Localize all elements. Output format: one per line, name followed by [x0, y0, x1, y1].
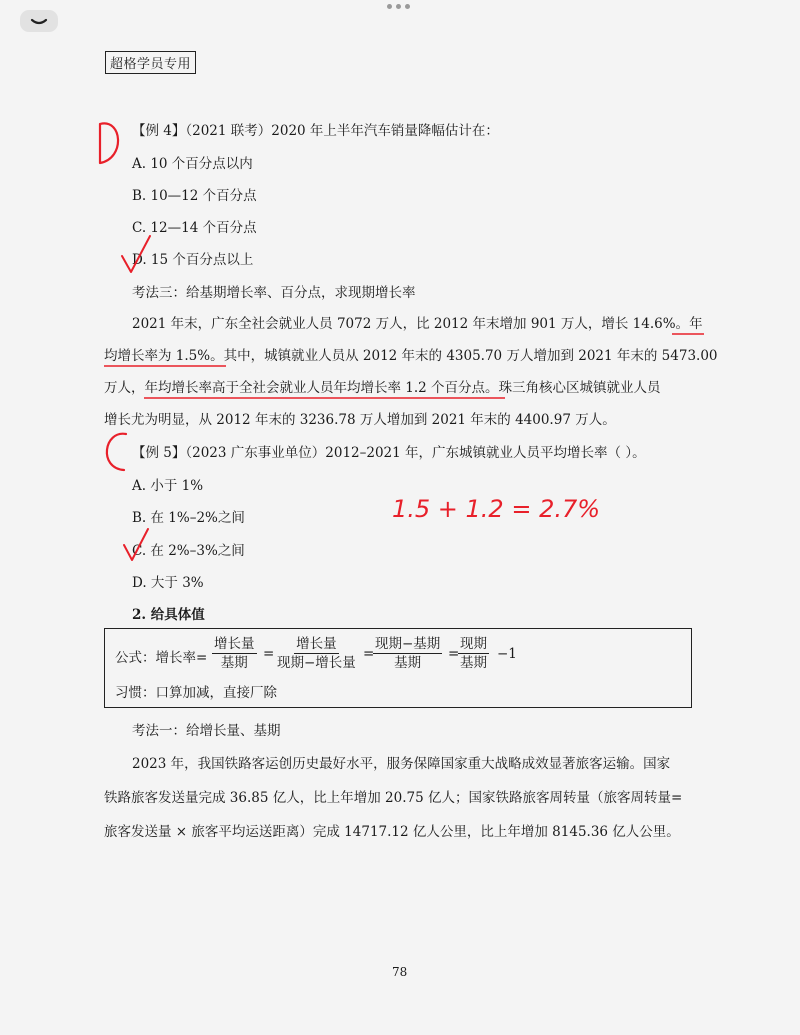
passage2-line2: 铁路旅客发送量完成 36.85 亿人，比上年增加 20.75 亿人；国家铁路旅客周转量（旅客周转量=	[104, 790, 683, 806]
passage2-line3: 旅客发送量 × 旅客平均运送距离）完成 14717.12 亿人公里，比上年增加 8145.36 亿人公里。	[104, 824, 680, 840]
example5-option-d: D. 大于 3%	[132, 575, 204, 591]
passage1-line1: 2021 年末，广东全社会就业人员 7072 万人，比 2012 年末增加 901 万人，增长 14.6%。年	[132, 316, 703, 332]
exclusive-stamp: 超格学员专用	[105, 51, 196, 74]
method3-heading: 考法三：给基期增长率、百分点，求现期增长率	[132, 285, 416, 301]
minus-one: −1	[497, 646, 517, 662]
fraction-3-numerator: 现期−基期	[375, 636, 441, 652]
handwritten-answer-c	[107, 434, 126, 470]
example5-header: 【例 5】（2023 广东事业单位）2012–2021 年，广东城镇就业人员平均增长率（ ）。	[132, 445, 646, 461]
handwritten-answer-d	[100, 123, 118, 163]
fraction-2-numerator: 增长量	[296, 636, 337, 652]
passage1-line4: 增长尤为明显，从 2012 年末的 3236.78 万人增加到 2021 年末的 4400.97 万人。	[104, 412, 616, 428]
example5-option-c: C. 在 2%–3%之间	[132, 543, 245, 559]
habit-note: 习惯：口算加减，直接厂除	[115, 685, 277, 701]
example4-option-b: B. 10—12 个百分点	[132, 188, 257, 204]
passage1-line3: 万人，年均增长率高于全社会就业人员年均增长率 1.2 个百分点。珠三角核心区城镇就业人员	[104, 380, 661, 396]
passage2-line1: 2023 年，我国铁路客运创历史最好水平，服务保障国家重大战略成效显著旅客运输。国家	[132, 756, 671, 772]
page-number: 78	[392, 965, 408, 979]
example4-header: 【例 4】（2021 联考）2020 年上半年汽车销量降幅估计在：	[132, 123, 499, 139]
fraction-1-denominator: 基期	[220, 655, 248, 671]
example4-option-a: A. 10 个百分点以内	[132, 156, 253, 172]
fraction-4-numerator: 现期	[460, 636, 487, 652]
equals-sign: =	[363, 646, 375, 662]
section2-heading: 2. 给具体值	[132, 607, 205, 623]
method1-heading: 考法一：给增长量、基期	[132, 723, 281, 739]
checkmark-icon	[122, 236, 150, 272]
handwritten-calc: 1.5 + 1.2 = 2.7%	[392, 495, 601, 523]
checkmark-icon	[124, 529, 148, 560]
example5-option-a: A. 小于 1%	[132, 478, 204, 494]
passage1-line2: 均增长率为 1.5%。其中，城镇就业人员从 2012 年末的 4305.70 万人增加到 2021 年末的 5473.00	[104, 348, 718, 364]
equals-sign: =	[263, 646, 275, 662]
example5-option-b: B. 在 1%–2%之间	[132, 510, 245, 526]
equals-sign: =	[448, 646, 460, 662]
formula-label: 公式：增长率=	[115, 650, 208, 666]
fraction-1-numerator: 增长量	[214, 636, 255, 652]
example4-option-d: D. 15 个百分点以上	[132, 252, 254, 268]
fraction-2-denominator: 现期−增长量	[277, 655, 356, 671]
example4-option-c: C. 12—14 个百分点	[132, 220, 257, 236]
fraction-4-denominator: 基期	[460, 655, 487, 671]
fraction-3-denominator: 基期	[394, 655, 422, 671]
